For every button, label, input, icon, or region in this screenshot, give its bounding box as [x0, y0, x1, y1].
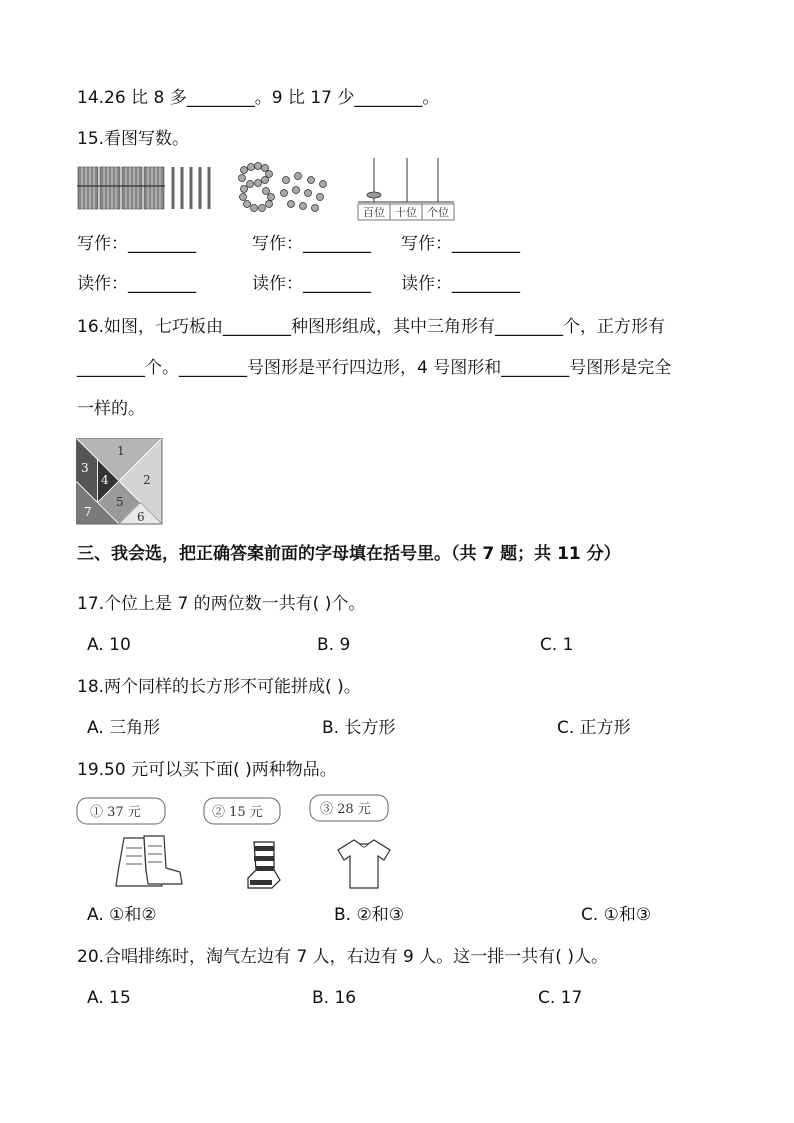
question-19-option-b: B. ②和③ [334, 905, 404, 925]
question-17-option-b: B. 9 [317, 635, 351, 655]
read-answer-2: 读作：________ [252, 274, 371, 294]
question-18-option-c: C. 正方形 [557, 718, 631, 738]
question-19: 19.50 元可以买下面( )两种物品。 [77, 760, 337, 780]
abacus-image [356, 156, 456, 222]
question-18-option-a: A. 三角形 [87, 718, 161, 738]
question-14: 14.26 比 8 多________。9 比 17 少________。 [77, 88, 440, 108]
stick-bundles-image [76, 164, 216, 214]
write-answer-1: 写作：________ [77, 234, 196, 254]
write-answer-2: 写作：________ [252, 234, 371, 254]
boots-image [114, 834, 186, 890]
price-tags [76, 794, 396, 830]
question-17-option-c: C. 1 [540, 635, 574, 655]
question-16-line-3: 一样的。 [77, 399, 145, 419]
tangram-number-2: 2 [143, 473, 151, 487]
tangram-number-5: 5 [116, 495, 124, 509]
tangram-number-4: 4 [101, 473, 109, 487]
question-18: 18.两个同样的长方形不可能拼成( )。 [77, 677, 361, 697]
tangram-number-1: 1 [117, 444, 125, 458]
tangram-number-3: 3 [81, 461, 89, 475]
tangram-image [76, 438, 164, 526]
price-tag-3: ③ 28 元 [320, 802, 371, 817]
question-20-option-b: B. 16 [312, 988, 357, 1008]
read-answer-3: 读作：________ [401, 274, 520, 294]
abacus-label-tens: 十位 [395, 206, 417, 219]
question-15-title: 15.看图写数。 [77, 129, 190, 149]
price-tag-2: ② 15 元 [212, 805, 263, 820]
question-17: 17.个位上是 7 的两位数一共有( )个。 [77, 594, 366, 614]
question-19-option-c: C. ①和③ [581, 905, 652, 925]
question-20: 20.合唱排练时，淘气左边有 7 人，右边有 9 人。这一排一共有( )人。 [77, 947, 608, 967]
abacus-label-hundreds: 百位 [363, 206, 385, 219]
tangram-number-7: 7 [84, 505, 92, 519]
abacus-label-ones: 个位 [427, 206, 449, 219]
socks-image [240, 840, 286, 892]
question-17-option-a: A. 10 [87, 635, 131, 655]
question-19-option-a: A. ①和② [87, 905, 157, 925]
tangram-number-6: 6 [137, 510, 145, 524]
question-16-line-2: ________个。________号图形是平行四边形，4 号图形和________号图形是完全 [77, 358, 672, 378]
tshirt-image [336, 836, 392, 892]
question-20-option-c: C. 17 [538, 988, 583, 1008]
question-20-option-a: A. 15 [87, 988, 131, 1008]
question-16-line-1: 16.如图，七巧板由________种图形组成，其中三角形有________个，正方形有 [77, 317, 666, 337]
question-18-option-b: B. 长方形 [322, 718, 396, 738]
read-answer-1: 读作：________ [77, 274, 196, 294]
price-tag-1: ① 37 元 [90, 805, 141, 820]
write-answer-3: 写作：________ [401, 234, 520, 254]
section-3-heading: 三、我会选，把正确答案前面的字母填在括号里。（共 7 题；共 11 分） [77, 544, 621, 564]
beads-image [236, 160, 334, 218]
